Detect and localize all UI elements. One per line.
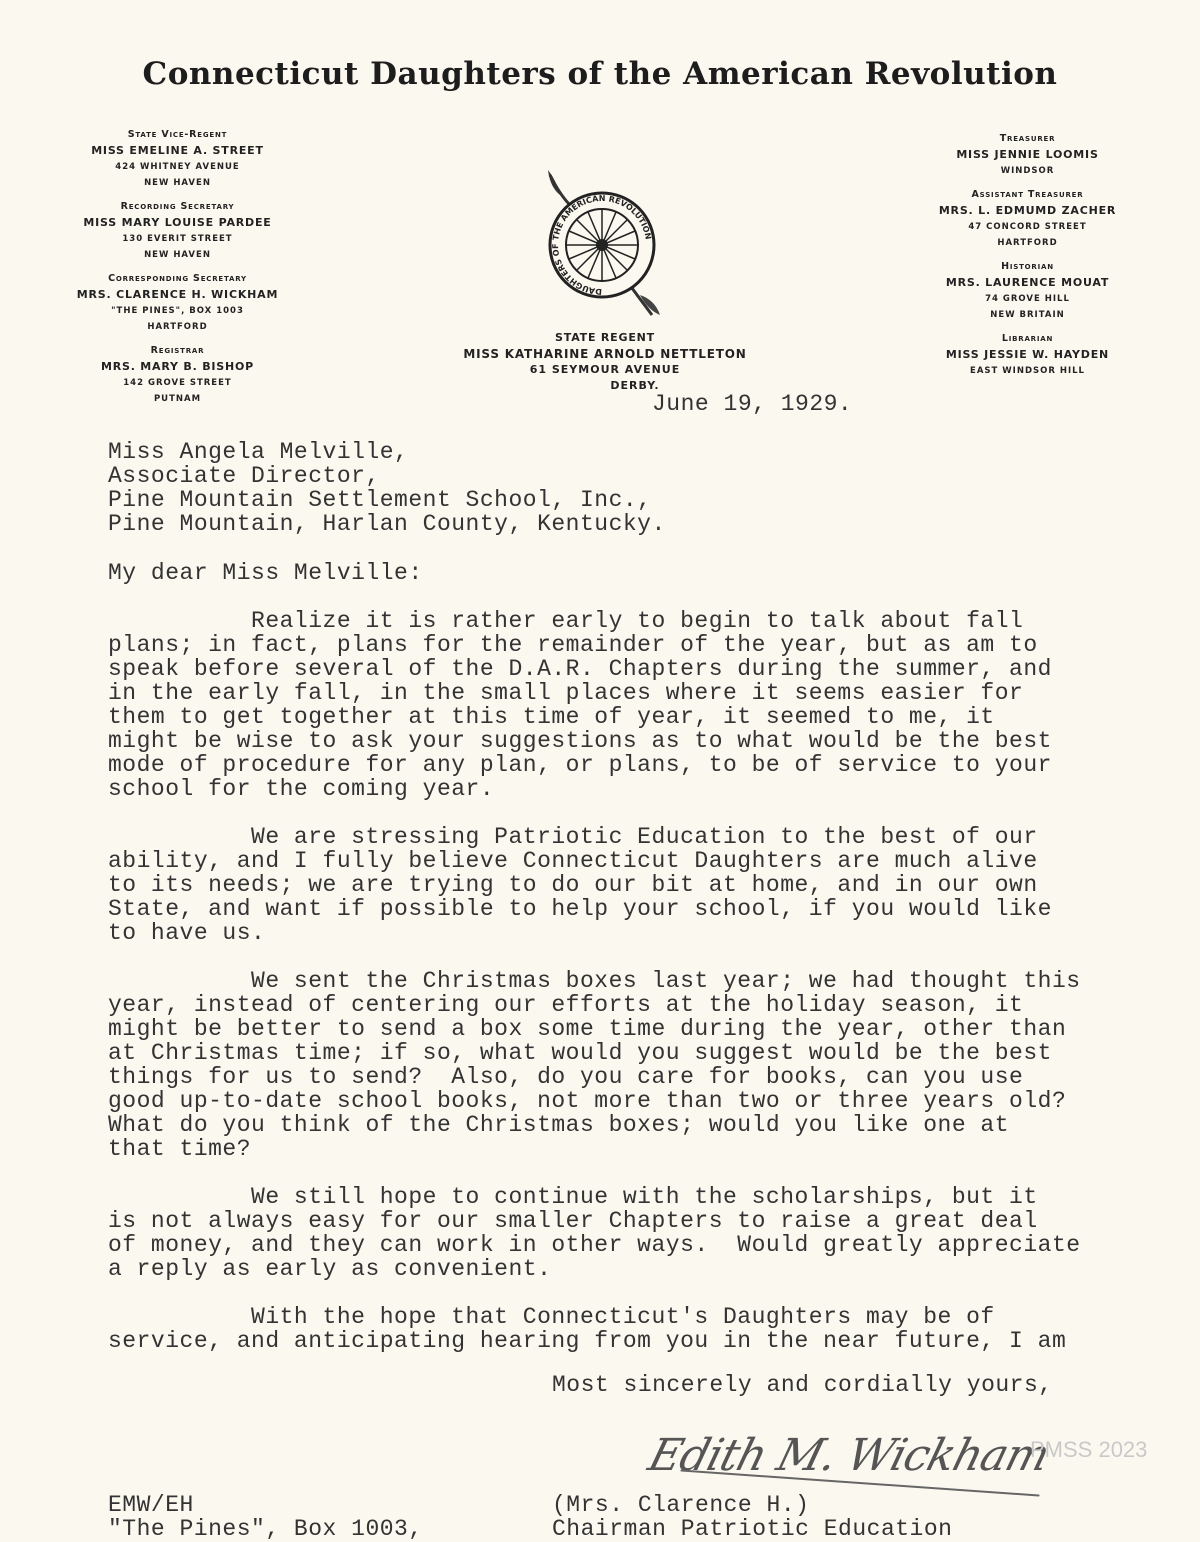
- paragraph-line: service, and anticipating hearing from you in the near future, I am: [108, 1328, 1067, 1354]
- paragraph-line: might be better to send a box some time during the year, other than: [108, 1016, 1067, 1042]
- paragraph-line: good up-to-date school books, not more than two or three years old?: [108, 1088, 1067, 1114]
- paragraph-line: school for the coming year.: [108, 776, 495, 802]
- officer-address: EAST WINDSOR HILL: [970, 366, 1085, 376]
- officer-role: Historian: [1001, 261, 1054, 272]
- paragraph-line: in the early fall, in the small places where it seems easier for: [108, 680, 1024, 706]
- officer-name: MRS. L. EDMUMD ZACHER: [938, 204, 1117, 217]
- officer-name: MRS. MARY B. BISHOP: [100, 360, 255, 373]
- officer-role: Assistant Treasurer: [971, 189, 1084, 200]
- paragraph-line: Realize it is rather early to begin to talk about fall: [108, 608, 1024, 634]
- address-line: Pine Mountain Settlement School, Inc.,: [108, 487, 652, 513]
- paragraph-line: State, and want if possible to help your school, if you would like: [108, 896, 1052, 922]
- address-line: Pine Mountain, Harlan County, Kentucky.: [108, 511, 666, 537]
- letterhead-officers-left: [70, 127, 285, 415]
- paragraph-line: ability, and I fully believe Connecticut Daughters are much alive: [108, 848, 1038, 874]
- officer-name: MRS. LAURENCE MOUAT: [945, 276, 1110, 289]
- officer-role: Corresponding Secretary: [108, 273, 247, 284]
- watermark: PMSS 2023: [1030, 1437, 1148, 1462]
- letter-body: [108, 609, 1081, 1377]
- officer-address: NEW HAVEN: [144, 178, 211, 188]
- paragraph-line: to its needs; we are trying to do our bit at home, and in our own: [108, 872, 1038, 898]
- officer-entry: [70, 343, 285, 407]
- officer-address: PUTNAM: [153, 394, 202, 404]
- address-line: Miss Angela Melville,: [108, 439, 409, 465]
- paragraph-line: them to get together at this time of year, it seemed to me, it: [108, 704, 995, 730]
- paragraph-line: We are stressing Patriotic Education to the best of our: [108, 824, 1038, 850]
- letterhead-state-regent: [420, 330, 790, 394]
- paragraph-line: of money, and they can work in other ways. Would greatly appreciate: [108, 1232, 1081, 1258]
- closing: Most sincerely and cordially yours,: [552, 1372, 1053, 1398]
- dar-emblem-logo: [540, 165, 670, 325]
- paragraph-line: plans; in fact, plans for the remainder of the year, but as am to: [108, 632, 1038, 658]
- officer-role: Recording Secretary: [120, 201, 235, 212]
- officer-name: MISS EMELINE A. STREET: [91, 144, 264, 157]
- officer-entry: [915, 331, 1140, 379]
- paragraph-line: things for us to send? Also, do you care for books, can you use: [108, 1064, 1024, 1090]
- officer-role: State Vice-Regent: [127, 129, 228, 140]
- salutation: My dear Miss Melville:: [108, 560, 423, 586]
- officer-address: "THE PINES", BOX 1003: [111, 306, 244, 316]
- officer-name: MISS JENNIE LOOMIS: [956, 148, 1099, 161]
- address-line: Associate Director,: [108, 463, 380, 489]
- paragraph-line: With the hope that Connecticut's Daughters may be of: [108, 1304, 995, 1330]
- paragraph-line: We sent the Christmas boxes last year; we had thought this: [108, 968, 1081, 994]
- paragraph-line: What do you think of the Christmas boxes; would you like one at: [108, 1112, 1010, 1138]
- officer-role: STATE REGENT: [555, 331, 655, 344]
- signer-block: [552, 1493, 952, 1541]
- initials-line: EMW/EH: [108, 1492, 194, 1518]
- paragraph-line: that time?: [108, 1136, 252, 1162]
- officer-address: HARTFORD: [147, 322, 208, 332]
- officer-address: WINDSOR: [1000, 166, 1055, 176]
- paragraph: [108, 825, 1081, 945]
- paragraph-line: year, instead of centering our efforts at the holiday season, it: [108, 992, 1024, 1018]
- officer-address: NEW HAVEN: [144, 250, 211, 260]
- letterhead-title: Connecticut Daughters of the American Revolution: [142, 56, 1058, 92]
- signer-line: (Mrs. Clarence H.): [552, 1492, 810, 1518]
- officer-address: 130 EVERIT STREET: [122, 234, 233, 244]
- officer-address: 142 GROVE STREET: [123, 378, 232, 388]
- signer-line: Chairman Patriotic Education: [552, 1516, 953, 1542]
- officer-entry: [915, 131, 1140, 179]
- officer-name: MRS. CLARENCE H. WICKHAM: [76, 288, 279, 301]
- officer-entry: [70, 199, 285, 263]
- officer-entry: [915, 259, 1140, 323]
- officer-entry: [70, 127, 285, 191]
- recipient-address: [108, 440, 666, 536]
- officer-name: MISS MARY LOUISE PARDEE: [83, 216, 272, 229]
- officer-entry: [70, 271, 285, 335]
- paragraph-line: mode of procedure for any plan, or plans, to be of service to your: [108, 752, 1052, 778]
- officer-address: 61 SEYMOUR AVENUE: [529, 363, 681, 376]
- paragraph: [108, 1185, 1081, 1281]
- officer-address: DERBY.: [610, 379, 660, 392]
- paragraph-line: to have us.: [108, 920, 266, 946]
- emblem-text: DAUGHTERS OF THE AMERICAN REVOLUTION: [550, 193, 653, 297]
- officer-address: HARTFORD: [997, 238, 1058, 248]
- letter-date: June 19, 1929.: [652, 391, 853, 417]
- officer-address: 74 GROVE HILL: [985, 294, 1070, 304]
- letterhead-officers-right: [915, 131, 1140, 387]
- initials-line: "The Pines", Box 1003,: [108, 1516, 423, 1542]
- officer-role: Librarian: [1001, 333, 1054, 344]
- paragraph-line: at Christmas time; if so, what would you suggest would be the best: [108, 1040, 1052, 1066]
- paragraph: [108, 609, 1081, 801]
- initials-block: [108, 1493, 423, 1541]
- paragraph-line: is not always easy for our smaller Chapters to raise a great deal: [108, 1208, 1038, 1234]
- paragraph-line: might be wise to ask your suggestions as to what would be the best: [108, 728, 1052, 754]
- paragraph: [108, 1305, 1081, 1353]
- paragraph: [108, 969, 1081, 1161]
- officer-address: NEW BRITAIN: [990, 310, 1065, 320]
- paragraph-line: We still hope to continue with the scholarships, but it: [108, 1184, 1038, 1210]
- paragraph-line: a reply as early as convenient.: [108, 1256, 552, 1282]
- officer-name: MISS KATHARINE ARNOLD NETTLETON: [463, 347, 747, 361]
- officer-address: 424 WHITNEY AVENUE: [115, 162, 240, 172]
- officer-entry: [915, 187, 1140, 251]
- officer-address: 47 CONCORD STREET: [968, 222, 1087, 232]
- signature: Edith M. Wickham: [643, 1430, 1055, 1481]
- officer-role: Treasurer: [999, 133, 1056, 144]
- paragraph-line: speak before several of the D.A.R. Chapters during the summer, and: [108, 656, 1052, 682]
- officer-name: MISS JESSIE W. HAYDEN: [945, 348, 1110, 361]
- officer-role: Registrar: [150, 345, 205, 356]
